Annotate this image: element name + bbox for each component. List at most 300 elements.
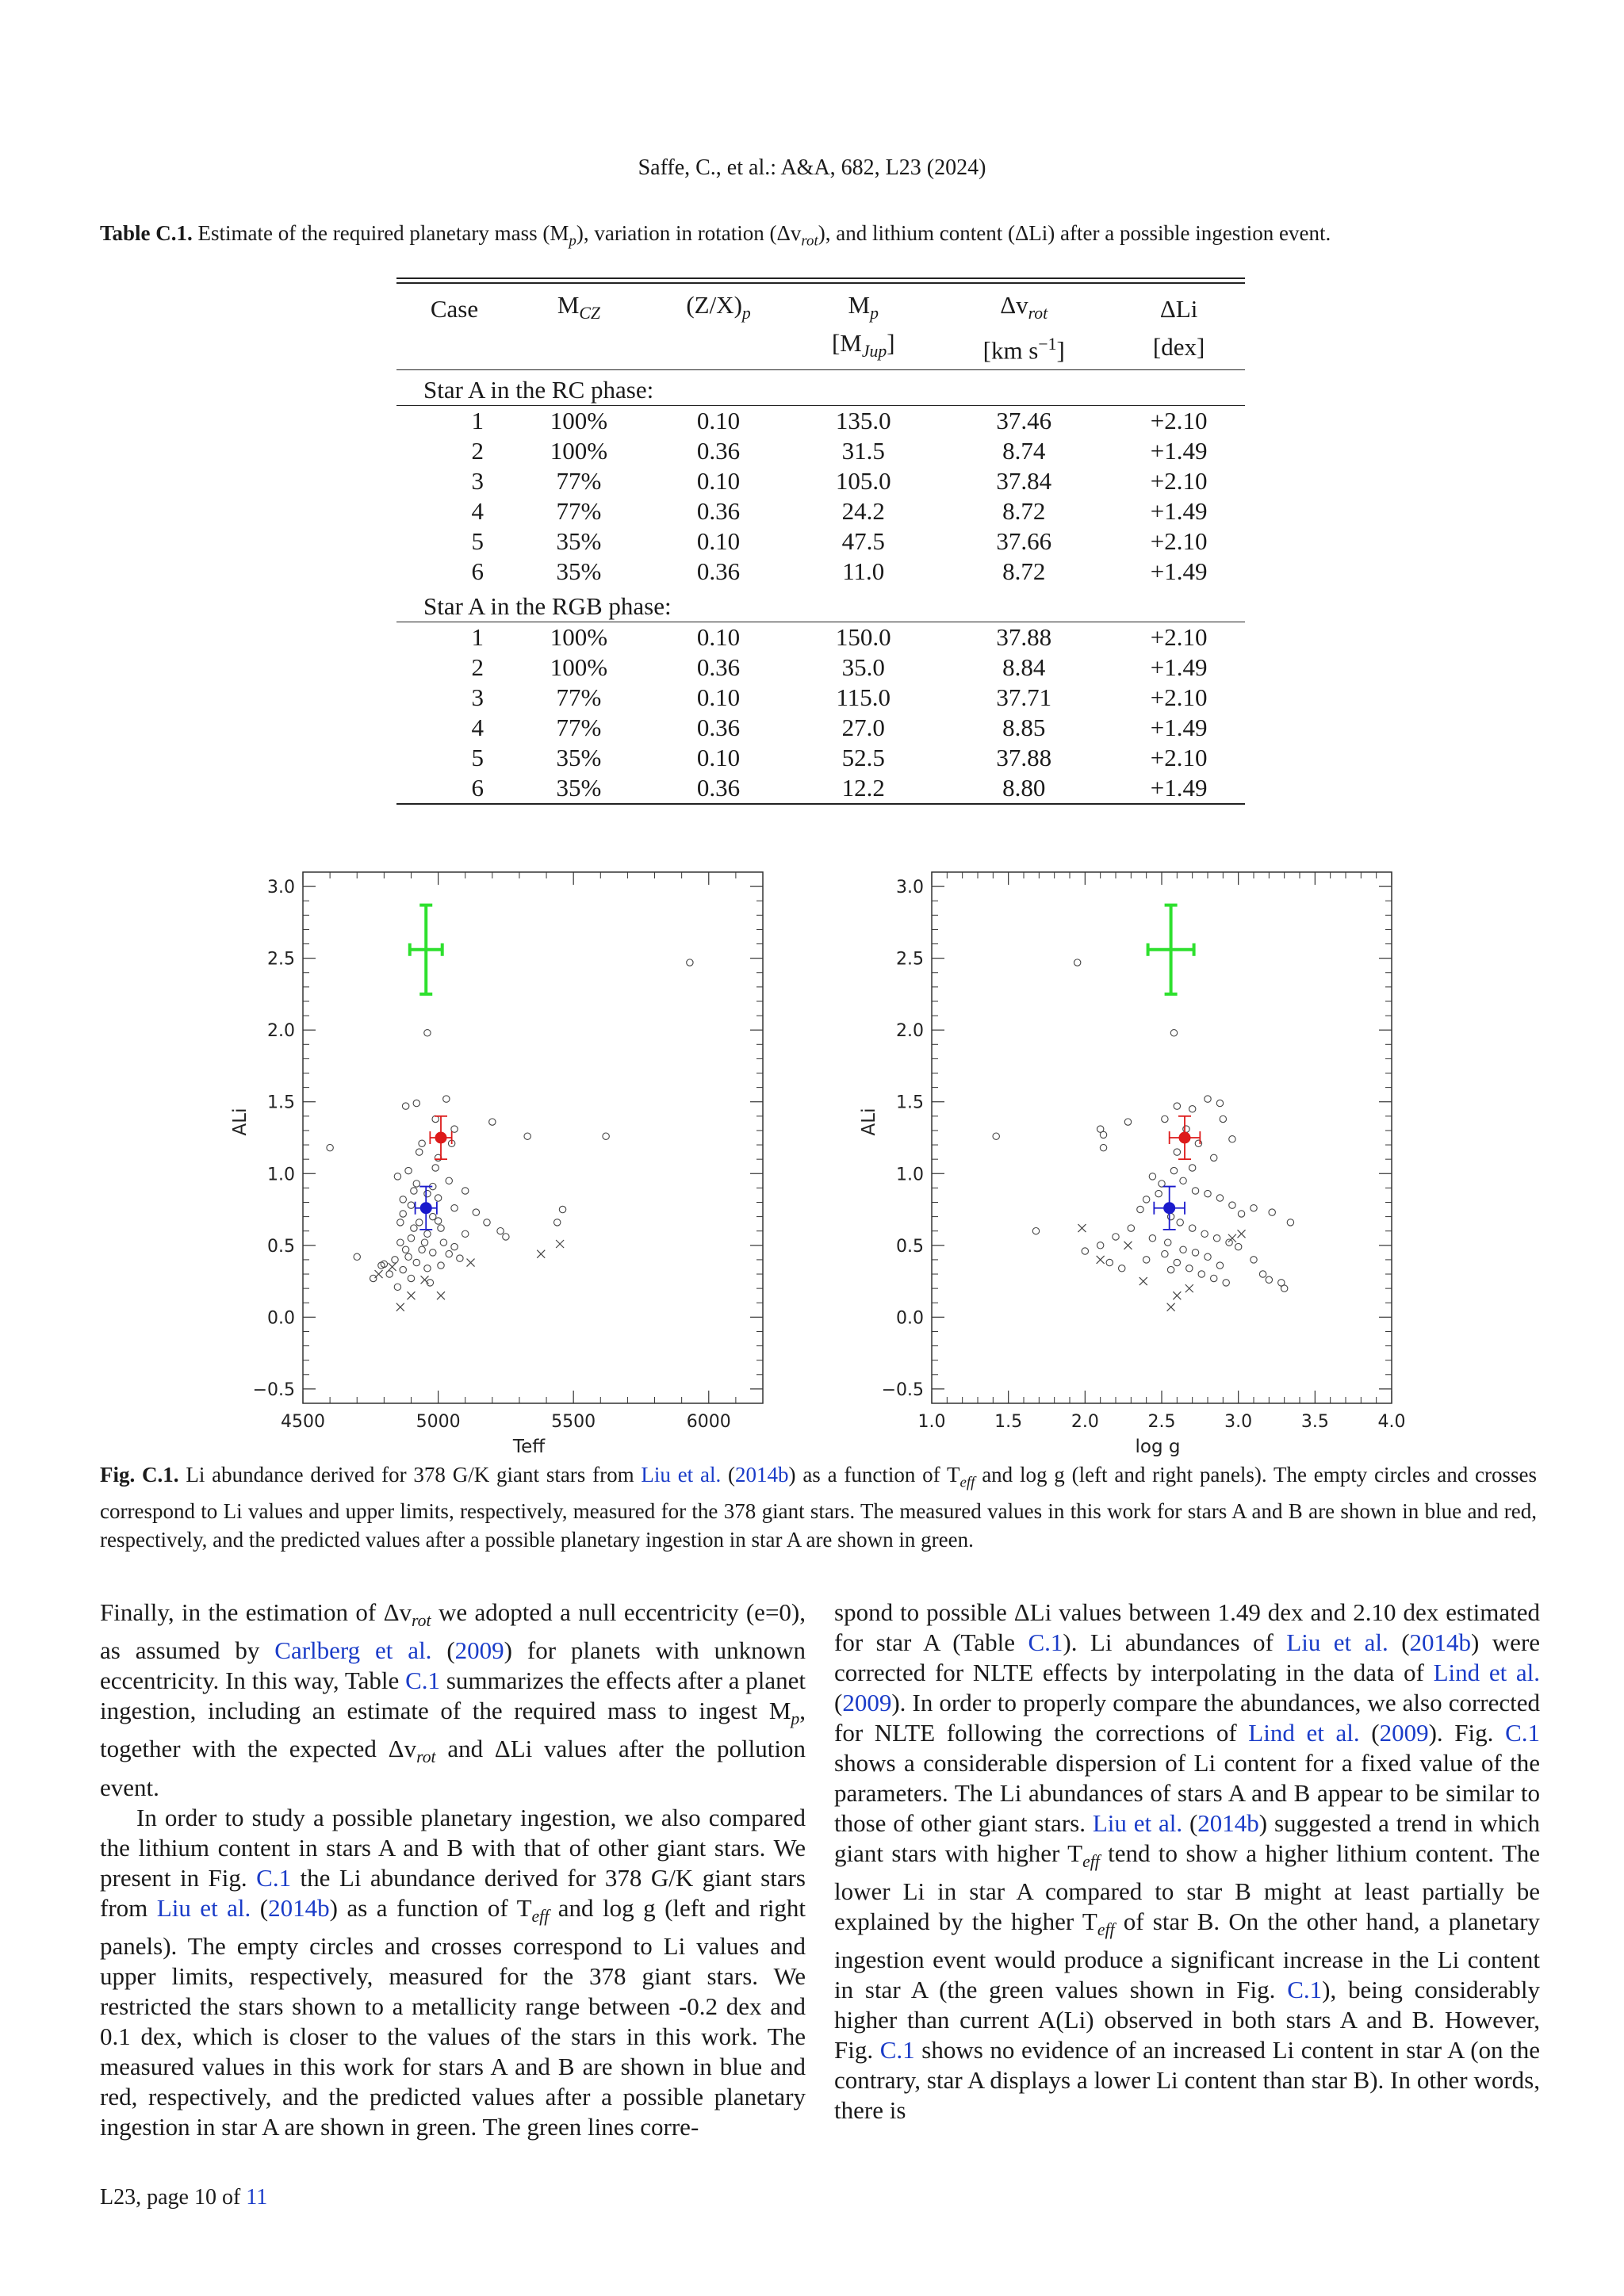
data-point-circle bbox=[1155, 1190, 1162, 1196]
data-point-circle bbox=[1167, 1213, 1174, 1219]
plot-frame bbox=[932, 872, 1392, 1403]
data-point-circle bbox=[1220, 1115, 1226, 1122]
table-row bbox=[396, 526, 1245, 557]
data-point-circle bbox=[1223, 1280, 1229, 1286]
running-head: Saffe, C., et al.: A&A, 682, L23 (2024) bbox=[638, 155, 986, 180]
cell-zx: 0.10 bbox=[696, 467, 741, 496]
data-point-circle bbox=[1238, 1211, 1244, 1217]
col-zx: $(Z/X)_p$ bbox=[645, 283, 791, 328]
cell-dv: 8.72 bbox=[1002, 557, 1046, 586]
y-tick-label: −0.5 bbox=[252, 1380, 295, 1400]
left-column bbox=[100, 1598, 806, 2142]
table-row bbox=[396, 743, 1245, 773]
data-point-circle bbox=[1183, 1126, 1189, 1132]
cell-dv: 8.84 bbox=[1002, 653, 1046, 682]
fig-ref-link[interactable]: C.1 bbox=[1287, 1976, 1323, 2004]
table-row bbox=[396, 496, 1245, 526]
planetary-mass-table bbox=[396, 277, 1245, 805]
data-point-circle bbox=[1124, 1119, 1131, 1125]
paragraph: In order to study a possible planetary ingestion, we also compared the lithium content in stars A and B with that of other giant stars. We present in Fig. C.1 the Li abundance derived for 378 G/K giant stars from Liu et al. (2014b) as a function of $T_{eff}$ and log g (left and right panels). The empty circles and crosses correspond to Li values and upper limits, respectively, measured for the 378 giant stars. We restricted the stars shown to a metallicity range between -0.2 dex and 0.1 dex, which is closer to the values of the stars in this work. The measured values in this work for stars A and B are shown in blue and red, respectively, and the predicted values after a possible planetary ingestion in star A are shown in green. The green lines corre- bbox=[100, 1803, 806, 2141]
cell-dv: 8.72 bbox=[1002, 497, 1046, 526]
data-point-circle bbox=[1259, 1271, 1266, 1277]
data-point-circle bbox=[424, 1190, 431, 1196]
data-point-circle bbox=[1266, 1276, 1272, 1283]
cite-liu-year-link[interactable]: 2014b bbox=[268, 1893, 330, 1922]
data-point-circle bbox=[1074, 959, 1080, 966]
figure-c1 bbox=[198, 856, 1435, 1459]
data-point-circle bbox=[386, 1271, 393, 1277]
data-point-circle bbox=[1097, 1126, 1103, 1132]
cell-dli: +2.10 bbox=[1150, 683, 1208, 712]
data-point-circle bbox=[1143, 1196, 1149, 1203]
data-point-circle bbox=[1205, 1096, 1211, 1102]
cell-zx: 0.36 bbox=[696, 497, 741, 526]
cell-mcz: 77% bbox=[556, 467, 602, 496]
cell-dli: +1.49 bbox=[1150, 437, 1208, 465]
data-point-circle bbox=[1269, 1209, 1275, 1215]
data-point-cross bbox=[1139, 1277, 1147, 1285]
fig-ref-link[interactable]: C.1 bbox=[256, 1863, 292, 1892]
cell-mcz: 77% bbox=[556, 497, 602, 526]
data-point-circle bbox=[1229, 1202, 1235, 1208]
cite-liu-link[interactable]: Liu et al. bbox=[156, 1893, 251, 1922]
data-point-circle bbox=[1170, 1167, 1177, 1173]
cell-case: 5 bbox=[471, 744, 484, 772]
y-tick-label: 0.0 bbox=[267, 1308, 295, 1329]
y-tick-label: 2.5 bbox=[896, 949, 924, 970]
x-tick-label: 3.5 bbox=[1300, 1412, 1329, 1432]
total-pages-link[interactable]: 11 bbox=[246, 2185, 268, 2210]
cell-dv: 37.46 bbox=[996, 407, 1052, 435]
cell-dv: 8.85 bbox=[1002, 714, 1046, 742]
data-point-circle bbox=[1097, 1242, 1103, 1249]
col-mp-unit: $[M_{Jup}]$ bbox=[791, 328, 935, 370]
cell-zx: 0.36 bbox=[696, 714, 741, 742]
cite-liu-link[interactable]: Liu et al. bbox=[1092, 1809, 1183, 1837]
cell-case: 6 bbox=[471, 557, 484, 586]
data-point-circle bbox=[1251, 1205, 1257, 1211]
data-point-circle bbox=[473, 1209, 479, 1215]
data-point-circle bbox=[1192, 1249, 1198, 1256]
data-point-circle bbox=[1192, 1188, 1198, 1194]
data-point-circle bbox=[1174, 1103, 1180, 1109]
data-point-circle bbox=[424, 1030, 431, 1036]
data-point-circle bbox=[1170, 1030, 1177, 1036]
data-point-circle bbox=[1162, 1250, 1168, 1257]
data-point-circle bbox=[1177, 1219, 1183, 1226]
data-point-circle bbox=[327, 1144, 333, 1150]
data-point-circle bbox=[1278, 1280, 1285, 1286]
data-point-circle bbox=[1216, 1195, 1223, 1201]
cell-dli: +1.49 bbox=[1150, 653, 1208, 682]
cell-zx: 0.10 bbox=[696, 527, 741, 556]
y-tick-label: 1.0 bbox=[896, 1165, 924, 1185]
data-point-circle bbox=[1213, 1235, 1220, 1242]
star-marker bbox=[1179, 1132, 1190, 1143]
data-point-circle bbox=[1235, 1243, 1241, 1249]
data-point-circle bbox=[411, 1225, 417, 1231]
data-point-circle bbox=[1287, 1219, 1293, 1226]
cell-dli: +1.49 bbox=[1150, 714, 1208, 742]
data-point-circle bbox=[457, 1255, 463, 1261]
data-point-circle bbox=[1251, 1257, 1257, 1263]
data-point-circle bbox=[419, 1246, 425, 1253]
y-tick-label: 0.0 bbox=[896, 1308, 924, 1329]
data-point-cross bbox=[389, 1263, 396, 1271]
table-row bbox=[396, 713, 1245, 743]
data-point-circle bbox=[1113, 1234, 1119, 1240]
data-point-cross bbox=[537, 1250, 545, 1258]
data-point-circle bbox=[400, 1196, 406, 1203]
data-point-circle bbox=[1195, 1140, 1201, 1146]
col-dv: $\Delta v_{rot}$ bbox=[935, 283, 1113, 328]
cell-case: 4 bbox=[471, 714, 484, 742]
table-row bbox=[396, 557, 1245, 587]
data-point-circle bbox=[1100, 1144, 1106, 1150]
cite-carlberg-year-link[interactable]: 2009 bbox=[454, 1636, 504, 1665]
data-point-cross bbox=[1238, 1230, 1246, 1238]
data-point-cross bbox=[375, 1270, 383, 1278]
data-point-cross bbox=[421, 1276, 429, 1284]
fig-ref-link[interactable]: C.1 bbox=[879, 2036, 915, 2064]
cell-mcz: 100% bbox=[550, 623, 608, 652]
group-rgb-label: Star A in the RGB phase: bbox=[423, 592, 672, 621]
data-point-circle bbox=[1032, 1228, 1039, 1234]
cite-lind-link[interactable]: Lind et al. bbox=[1433, 1659, 1541, 1686]
data-point-circle bbox=[402, 1103, 408, 1109]
data-point-circle bbox=[451, 1243, 458, 1249]
cell-zx: 0.36 bbox=[645, 773, 791, 804]
data-point-circle bbox=[503, 1234, 509, 1240]
cell-case: 3 bbox=[471, 467, 484, 496]
paragraph: spond to possible ΔLi values between 1.49 dex and 2.10 dex estimated for star A (Table C.1). Li abundances of Liu et al. (2014b) were corrected for NLTE effects by interpolating in the data of Lind et al. (2009). In order to properly compare the abundances, we also corrected for NLTE following the corrections of Lind et al. (2009). Fig. C.1 shows a considerable dispersion of Li content for a fixed value of the parameters. The Li abundances of stars A and B appear to be similar to those of other giant stars. Liu et al. (2014b) suggested a trend in which giant stars with higher $T_{eff}$ tend to show a higher lithium content. The lower Li in star A compared to star B might at least partially be explained by the higher $T_{eff}$ of star B. On the other hand, a planetary ingestion event would produce a significant increase in the Li content in star A (the green values shown in Fig. C.1), being considerably higher than current A(Li) observed in both stars A and B. However, Fig. C.1 shows no evidence of an increased Li content in star A (on the contrary, star A displays a lower Li content than star B). In other words, there is bbox=[834, 1598, 1541, 2125]
table-ref-link[interactable]: C.1 bbox=[1028, 1628, 1063, 1656]
data-point-circle bbox=[1205, 1253, 1211, 1260]
data-point-circle bbox=[435, 1218, 441, 1224]
cell-mp: 12.2 bbox=[791, 773, 935, 804]
y-tick-label: 0.5 bbox=[267, 1236, 295, 1257]
cell-dli: +1.49 bbox=[1150, 497, 1208, 526]
col-mp: $M_p$ bbox=[791, 283, 935, 328]
cell-zx: 0.10 bbox=[696, 744, 741, 772]
data-point-circle bbox=[416, 1149, 423, 1155]
data-point-circle bbox=[1149, 1173, 1155, 1180]
cite-liu-year-link[interactable]: 2014b bbox=[1409, 1628, 1472, 1656]
cell-dv: 37.66 bbox=[996, 527, 1052, 556]
y-tick-label: 1.5 bbox=[896, 1093, 924, 1113]
data-point-circle bbox=[1229, 1136, 1235, 1142]
data-point-circle bbox=[397, 1219, 404, 1226]
data-point-circle bbox=[1189, 1165, 1195, 1171]
data-point-circle bbox=[402, 1246, 408, 1253]
data-point-circle bbox=[559, 1206, 565, 1212]
table-caption-label: Table C.1. bbox=[100, 221, 193, 245]
cell-case: 6 bbox=[396, 773, 512, 804]
cell-mcz: 35% bbox=[556, 557, 602, 586]
cell-case: 2 bbox=[471, 437, 484, 465]
col-case: Case bbox=[396, 283, 512, 328]
data-point-circle bbox=[408, 1202, 414, 1208]
data-point-circle bbox=[408, 1235, 414, 1242]
table-row bbox=[396, 773, 1245, 804]
data-point-circle bbox=[1143, 1257, 1149, 1263]
y-tick-label: −0.5 bbox=[881, 1380, 924, 1400]
table-row bbox=[396, 466, 1245, 496]
data-point-circle bbox=[1198, 1271, 1205, 1277]
cite-liu-year-link[interactable]: 2014b bbox=[735, 1463, 789, 1487]
data-point-circle bbox=[1128, 1225, 1134, 1231]
cell-mcz: 35% bbox=[556, 527, 602, 556]
x-axis-label: Teff bbox=[512, 1437, 546, 1457]
cell-mp: 35.0 bbox=[841, 653, 885, 682]
y-tick-label: 2.0 bbox=[896, 1021, 924, 1042]
x-tick-label: 3.0 bbox=[1224, 1412, 1253, 1432]
data-point-circle bbox=[687, 959, 693, 966]
figure-caption: Fig. C.1. Li abundance derived for 378 G/K giant stars from Liu et al. (2014b) as a function of $T_{eff}$ and log g (left and right panels). The empty circles and crosses correspond to Li values and upper limits, respectively, measured for the 378 giant stars. The measured values in this work for stars A and B are shown in blue and red, respectively, and the predicted values after a possible planetary ingestion in star A are shown in green. bbox=[100, 1463, 1538, 1552]
cell-dv: 37.84 bbox=[996, 467, 1052, 496]
table-row bbox=[396, 406, 1245, 436]
cell-mcz: 100% bbox=[550, 653, 608, 682]
data-point-circle bbox=[1226, 1239, 1232, 1246]
cell-case: 4 bbox=[471, 497, 484, 526]
col-mcz: $M_{CZ}$ bbox=[512, 283, 645, 328]
cell-case: 1 bbox=[471, 623, 484, 652]
table-row bbox=[396, 652, 1245, 683]
fig-ref-link[interactable]: C.1 bbox=[1505, 1719, 1540, 1747]
data-point-circle bbox=[1082, 1248, 1088, 1254]
data-point-circle bbox=[524, 1133, 530, 1139]
cell-mp: 105.0 bbox=[835, 467, 891, 496]
table-row bbox=[396, 436, 1245, 466]
cell-mp: 47.5 bbox=[841, 527, 885, 556]
cell-dli: +1.49 bbox=[1150, 557, 1208, 586]
y-tick-label: 1.5 bbox=[267, 1093, 295, 1113]
data-point-circle bbox=[1216, 1262, 1223, 1269]
data-point-cross bbox=[1124, 1242, 1132, 1249]
data-point-cross bbox=[556, 1240, 564, 1248]
cell-dli: +2.10 bbox=[1150, 407, 1208, 435]
y-tick-label: 0.5 bbox=[896, 1236, 924, 1257]
y-axis-label: ALi bbox=[230, 1108, 251, 1136]
data-point-circle bbox=[1201, 1230, 1208, 1237]
cite-liu-year-link[interactable]: 2014b bbox=[1197, 1809, 1259, 1837]
data-point-circle bbox=[413, 1259, 419, 1265]
cell-mp: 31.5 bbox=[841, 437, 885, 465]
cite-lind-link[interactable]: Lind et al. bbox=[1248, 1719, 1360, 1747]
data-point-circle bbox=[484, 1219, 490, 1226]
cell-dv: 37.71 bbox=[996, 683, 1052, 712]
data-point-circle bbox=[554, 1219, 561, 1226]
star-marker bbox=[420, 1203, 431, 1214]
data-point-circle bbox=[430, 1249, 436, 1256]
plot-frame bbox=[303, 872, 763, 1403]
x-tick-label: 5000 bbox=[416, 1412, 461, 1432]
cell-zx: 0.10 bbox=[696, 623, 741, 652]
cell-mp: 52.5 bbox=[841, 744, 885, 772]
data-point-circle bbox=[1167, 1266, 1174, 1272]
cell-mp: 11.0 bbox=[842, 557, 885, 586]
x-tick-label: 2.0 bbox=[1071, 1412, 1099, 1432]
data-point-circle bbox=[405, 1253, 412, 1260]
cell-zx: 0.36 bbox=[696, 557, 741, 586]
data-point-circle bbox=[1180, 1177, 1186, 1184]
data-point-circle bbox=[1174, 1149, 1180, 1155]
cell-mp: 115.0 bbox=[836, 683, 891, 712]
y-tick-label: 3.0 bbox=[896, 878, 924, 898]
table-caption: Table C.1. Estimate of the required planetary mass $(M_p)$, variation in rotation $(\Delta v_{rot})$, and lithium content (ΔLi) after a possible ingestion event. bbox=[100, 221, 1331, 250]
x-tick-label: 1.5 bbox=[994, 1412, 1023, 1432]
data-point-circle bbox=[451, 1205, 458, 1211]
data-point-cross bbox=[1173, 1292, 1181, 1299]
data-point-circle bbox=[438, 1225, 444, 1231]
cell-dv: 8.80 bbox=[935, 773, 1113, 804]
data-point-circle bbox=[1137, 1206, 1143, 1212]
cell-zx: 0.36 bbox=[696, 653, 741, 682]
cell-mcz: 35% bbox=[556, 744, 602, 772]
cell-zx: 0.36 bbox=[696, 437, 741, 465]
figure-c1-svg bbox=[198, 856, 1435, 1459]
data-point-circle bbox=[1106, 1259, 1113, 1265]
page-footer: L23, page 10 of 11 bbox=[100, 2185, 268, 2210]
x-tick-label: 2.5 bbox=[1147, 1412, 1176, 1432]
data-point-cross bbox=[1185, 1284, 1193, 1292]
data-point-circle bbox=[416, 1219, 423, 1226]
cell-dli: +2.10 bbox=[1150, 744, 1208, 772]
data-point-cross bbox=[437, 1292, 445, 1299]
cell-dv: 37.88 bbox=[996, 623, 1052, 652]
y-tick-label: 3.0 bbox=[267, 878, 295, 898]
col-dv-unit: [km $s^{-1}$] bbox=[935, 328, 1113, 370]
data-point-cross bbox=[1078, 1224, 1086, 1232]
data-point-circle bbox=[497, 1228, 504, 1234]
cell-case: 3 bbox=[471, 683, 484, 712]
cell-zx: 0.10 bbox=[696, 683, 741, 712]
paragraph: Finally, in the estimation of $\Delta v_{rot}$ we adopted a null eccentricity (e=0), as assumed by Carlberg et al. (2009) for planets with unknown eccentricity. In this way, Table C.1 summarizes the effects after a planet ingestion, including an estimate of the required mass to ingest $M_p$, together with the expected $\Delta v_{rot}$ and ΔLi values after the pollution event. bbox=[100, 1598, 806, 1801]
cell-dli: +2.10 bbox=[1150, 623, 1208, 652]
data-point-circle bbox=[1189, 1225, 1195, 1231]
y-tick-label: 1.0 bbox=[267, 1165, 295, 1185]
data-point-circle bbox=[1216, 1100, 1223, 1106]
data-point-cross bbox=[1167, 1303, 1175, 1311]
data-point-circle bbox=[1119, 1265, 1125, 1272]
cite-liu-link[interactable]: Liu et al. bbox=[1286, 1628, 1388, 1656]
cell-dv: 8.74 bbox=[1002, 437, 1046, 465]
x-tick-label: 4.0 bbox=[1377, 1412, 1406, 1432]
cell-mp: 150.0 bbox=[835, 623, 891, 652]
data-point-circle bbox=[489, 1119, 496, 1125]
data-point-circle bbox=[1180, 1246, 1186, 1253]
data-point-circle bbox=[424, 1265, 431, 1272]
cell-mp: 135.0 bbox=[835, 407, 891, 435]
data-point-circle bbox=[1165, 1239, 1171, 1246]
data-point-circle bbox=[443, 1096, 450, 1102]
cite-carlberg-link[interactable]: Carlberg et al. bbox=[274, 1636, 432, 1665]
x-tick-label: 1.0 bbox=[917, 1412, 946, 1432]
x-axis-label: log g bbox=[1135, 1437, 1181, 1457]
data-point-circle bbox=[462, 1230, 469, 1237]
data-point-cross bbox=[396, 1303, 404, 1311]
cell-mcz: 100% bbox=[550, 407, 608, 435]
data-point-cross bbox=[407, 1292, 415, 1299]
data-point-circle bbox=[603, 1133, 609, 1139]
x-tick-label: 5500 bbox=[551, 1412, 596, 1432]
data-point-circle bbox=[432, 1165, 439, 1171]
data-point-circle bbox=[1205, 1190, 1211, 1196]
data-point-cross bbox=[1097, 1256, 1105, 1264]
data-point-circle bbox=[419, 1140, 425, 1146]
col-dli-unit: [dex] bbox=[1113, 328, 1245, 370]
cell-mcz: 100% bbox=[550, 437, 608, 465]
cite-liu-link[interactable]: Liu et al. bbox=[641, 1463, 722, 1487]
data-point-circle bbox=[446, 1250, 452, 1257]
data-point-circle bbox=[394, 1173, 400, 1180]
data-point-circle bbox=[394, 1284, 400, 1290]
data-point-circle bbox=[438, 1262, 444, 1269]
data-point-circle bbox=[1174, 1259, 1180, 1265]
cell-dli: +2.10 bbox=[1150, 467, 1208, 496]
data-point-circle bbox=[435, 1195, 441, 1201]
data-point-circle bbox=[1189, 1106, 1195, 1112]
cell-dli: +2.10 bbox=[1150, 527, 1208, 556]
cell-mcz: 35% bbox=[512, 773, 645, 804]
table-ref-link[interactable]: C.1 bbox=[405, 1667, 441, 1695]
cell-dv: 37.88 bbox=[996, 744, 1052, 772]
cell-mcz: 77% bbox=[556, 683, 602, 712]
right-column bbox=[834, 1598, 1540, 2126]
data-point-circle bbox=[1162, 1115, 1168, 1122]
cite-lind-year-link[interactable]: 2009 bbox=[842, 1689, 892, 1716]
y-axis-label: ALi bbox=[859, 1108, 879, 1136]
col-dli: ΔLi bbox=[1113, 283, 1245, 328]
data-point-circle bbox=[354, 1253, 360, 1260]
data-point-circle bbox=[424, 1230, 431, 1237]
x-tick-label: 6000 bbox=[686, 1412, 731, 1432]
x-tick-label: 4500 bbox=[281, 1412, 325, 1432]
cell-dli: +1.49 bbox=[1113, 773, 1245, 804]
data-point-circle bbox=[411, 1188, 417, 1194]
data-point-circle bbox=[462, 1188, 469, 1194]
data-point-circle bbox=[1186, 1265, 1193, 1272]
y-tick-label: 2.5 bbox=[267, 949, 295, 970]
data-point-circle bbox=[993, 1133, 999, 1139]
data-point-circle bbox=[1149, 1235, 1155, 1242]
data-point-circle bbox=[397, 1239, 404, 1246]
table-row bbox=[396, 683, 1245, 713]
data-point-circle bbox=[400, 1211, 406, 1217]
data-point-circle bbox=[400, 1266, 406, 1272]
data-point-cross bbox=[467, 1259, 475, 1267]
cite-lind-year-link[interactable]: 2009 bbox=[1379, 1719, 1429, 1747]
data-point-circle bbox=[413, 1100, 419, 1106]
star-marker bbox=[1164, 1203, 1175, 1214]
data-point-circle bbox=[446, 1177, 452, 1184]
cell-case: 2 bbox=[471, 653, 484, 682]
cell-case: 5 bbox=[471, 527, 484, 556]
data-point-circle bbox=[408, 1275, 414, 1281]
cell-zx: 0.10 bbox=[696, 407, 741, 435]
data-point-circle bbox=[370, 1275, 377, 1281]
star-marker bbox=[435, 1132, 446, 1143]
data-point-circle bbox=[1211, 1154, 1217, 1161]
table-row bbox=[396, 622, 1245, 652]
data-point-circle bbox=[392, 1257, 398, 1263]
cell-case: 1 bbox=[471, 407, 484, 435]
cell-mp: 27.0 bbox=[841, 714, 885, 742]
group-rc-label: Star A in the RC phase: bbox=[423, 376, 654, 404]
cell-mp: 24.2 bbox=[841, 497, 885, 526]
y-tick-label: 2.0 bbox=[267, 1021, 295, 1042]
cell-mcz: 77% bbox=[556, 714, 602, 742]
